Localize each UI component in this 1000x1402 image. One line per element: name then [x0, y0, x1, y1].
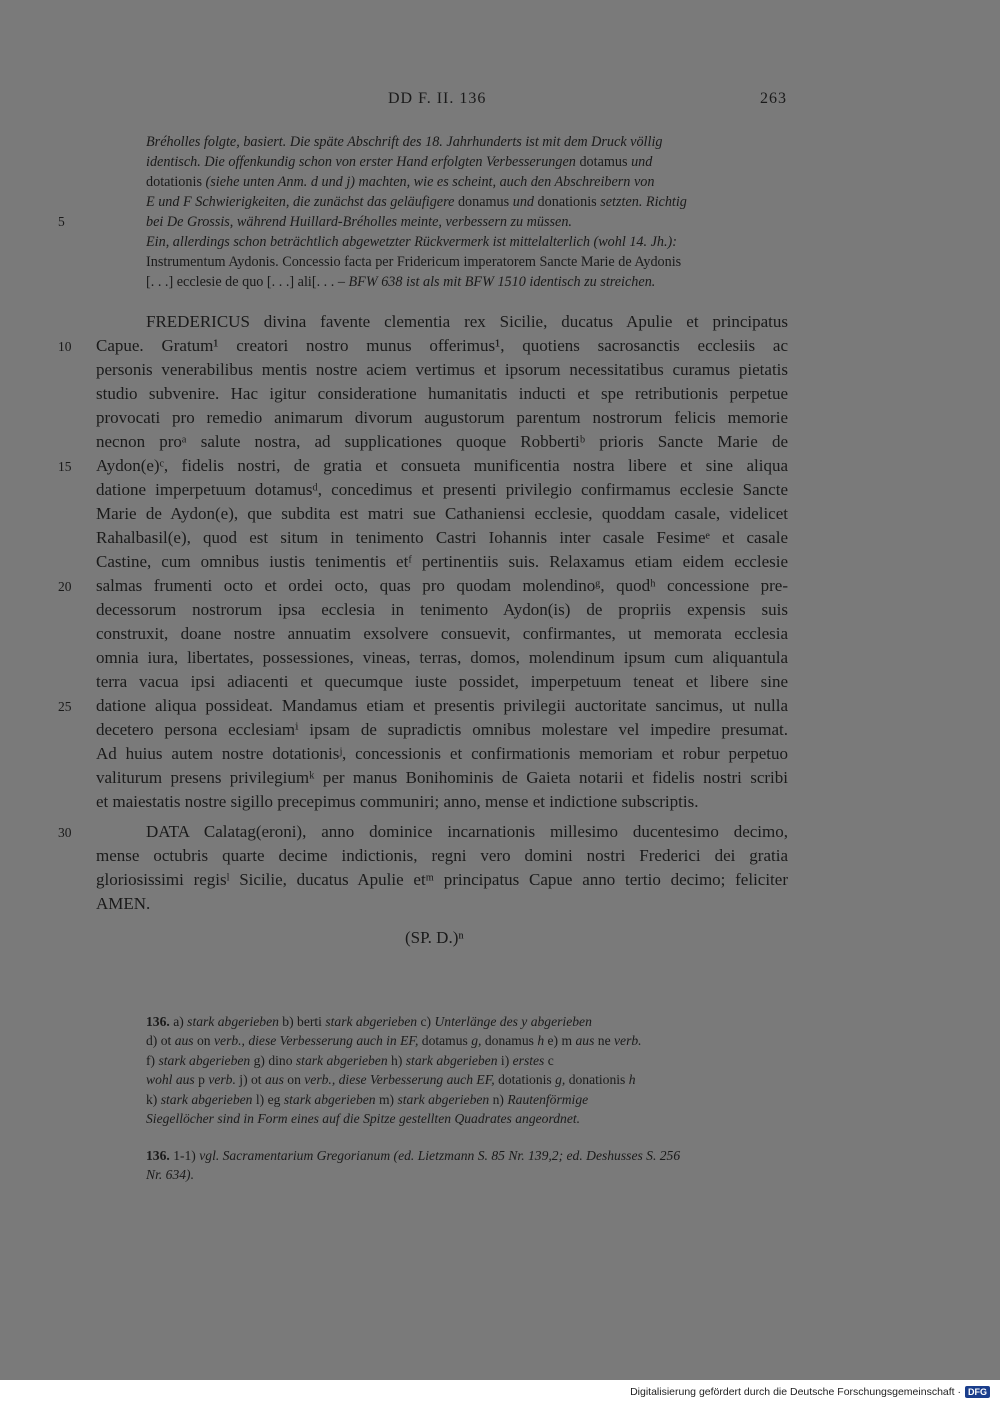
- text-run: a): [173, 1014, 188, 1029]
- text-run: ne: [597, 1033, 614, 1049]
- text-run: aus: [174, 1033, 197, 1049]
- text-run: und: [631, 154, 653, 170]
- text-line: necnon proᵃ salute nostra, ad supplicationes quoque Robbertiᵇ prioris Sancte Marie de: [96, 432, 788, 451]
- text-line: Marie de Aydon(e), que subdita est matri sue Cathaniensi ecclesie, quoddam casale, videlicet: [96, 504, 788, 523]
- text-line: Rahalbasil(e), quod est situm in tenimento Castri Iohannis inter casale Fesimeᵉ et casale: [96, 528, 788, 547]
- text-line: [146, 1165, 788, 1184]
- text-line: [146, 1090, 788, 1109]
- text-line: provocati pro remedio animarum divorum augustorum parentum nostrorum felicis memorie: [96, 408, 788, 427]
- text-run: donationis: [568, 1072, 629, 1088]
- text-run: b) berti: [278, 1014, 326, 1029]
- text-line: personis venerabilibus mentis nostre aciem vertimus et ipsorum necessitatibus curamus pietatis: [96, 360, 788, 379]
- text-run: setzten. Richtig: [600, 194, 687, 210]
- text-line: Aydon(e)ᶜ, fidelis nostri, de gratia et consueta munificentia nostra libere et sine aliqua: [96, 456, 788, 475]
- text-line: [146, 152, 788, 172]
- text-run: verb.: [614, 1033, 642, 1049]
- text-line: datione imperpetuum dotamusᵈ, concedimus et presenti privilegio confirmamus ecclesie Sancte: [96, 480, 788, 499]
- text-run: f): [146, 1052, 159, 1068]
- line-number: 20: [58, 579, 72, 594]
- line-number: 10: [58, 339, 72, 354]
- text-line: decetero persona ecclesiamⁱ ipsam de supradictis omnibus molestare vel impedire presumat.: [96, 720, 788, 739]
- line-number: 15: [58, 459, 72, 474]
- text-run: stark abgerieben: [405, 1052, 498, 1068]
- text-line: Castine, cum omnibus iustis tenimentis etᶠ pertinentiis suis. Relaxamus etiam eidem ecclesie: [96, 552, 788, 571]
- text-line: decessorum nostrorum ipsa ecclesia in tenimento Aydon(is) de propriis expensis suis: [96, 600, 788, 619]
- text-run: verb., diese Verbesserung auch in EF,: [214, 1033, 422, 1049]
- text-run: Unterlänge des y abgerieben: [434, 1014, 592, 1029]
- text-run: h: [628, 1072, 636, 1088]
- text-line: terra vacua ipsi adiacenti et quecumque iuste possidet, imperpetuum teneat et libere sine: [96, 672, 788, 691]
- footer-text: Digitalisierung gefördert durch die Deutsche Forschungsgemeinschaft ·: [630, 1386, 961, 1398]
- text-line: AMEN.: [96, 894, 151, 913]
- text-line: [146, 132, 788, 152]
- line-number: 5: [58, 214, 65, 229]
- dating-clause: [96, 820, 788, 916]
- text-line: mense octubris quarte decime indictionis, regni vero domini nostri Frederici dei gratia: [96, 846, 788, 865]
- text-run: dotationis: [498, 1072, 556, 1088]
- text-run: E und F Schwierigkeiten, die zunächst das geläufigere: [146, 194, 458, 210]
- text-run: j) ot: [235, 1072, 265, 1088]
- text-run: Ein, allerdings schon beträchtlich abgewetzter Rückvermerk ist mittelalterlich (wohl 14. Jh.):: [146, 234, 677, 250]
- text-run: c: [547, 1052, 554, 1068]
- text-run: m): [375, 1091, 398, 1107]
- text-run: dotationis: [146, 174, 206, 190]
- text-run: donationis: [537, 194, 601, 210]
- intro-paragraph: [146, 132, 788, 292]
- text-run: aus: [264, 1072, 288, 1088]
- text-run: Instrumentum Aydonis. Concessio facta per Fridericum imperatorem Sancte Marie de Aydonis: [146, 254, 682, 270]
- text-run: stark abgerieben: [295, 1052, 388, 1068]
- text-run: c): [417, 1014, 435, 1029]
- text-run: stark abgerieben: [160, 1091, 253, 1107]
- running-title: DD F. II. 136: [388, 90, 487, 107]
- source-notes: [146, 1146, 788, 1185]
- text-run: dotamus: [579, 154, 632, 170]
- text-run: p: [198, 1072, 209, 1088]
- text-line: [146, 272, 788, 292]
- text-run: g) dino: [250, 1052, 296, 1068]
- text-line: DATA Calatag(eroni), anno dominice incarnationis millesimo ducentesimo decimo,: [146, 822, 788, 841]
- text-run: erstes: [512, 1052, 548, 1068]
- text-run: g,: [555, 1072, 569, 1088]
- text-line: Capue. Gratum¹ creatori nostro munus offerimus¹, quotiens sacrosanctis ecclesiis ac: [96, 336, 788, 355]
- text-line: [146, 1012, 788, 1031]
- text-run: Bréholles folgte, basiert. Die späte Abschrift des 18. Jahrhunderts ist mit dem Druck völlig: [146, 134, 663, 150]
- footer: [630, 1386, 990, 1398]
- text-run: [. . .] ecclesie de quo [. . .] ali[. . . –: [146, 274, 349, 290]
- text-run: stark abgerieben: [187, 1014, 279, 1029]
- page-number: 263: [760, 90, 787, 107]
- text-run: (siehe unten Anm. d und j) machten, wie es scheint, auch den Abschreibern von: [205, 174, 655, 190]
- text-line: [146, 1070, 788, 1089]
- text-line: valiturum presens privilegiumᵏ per manus Bonihominis de Gaieta notarii et fidelis nostri scribi: [96, 768, 788, 787]
- text-line: [146, 172, 788, 192]
- critical-apparatus: [146, 1012, 788, 1128]
- text-line: [146, 252, 788, 272]
- text-run: on: [197, 1033, 214, 1049]
- text-line: [146, 1146, 788, 1165]
- text-run: verb., diese Verbesserung auch EF,: [304, 1072, 499, 1088]
- text-run: identisch. Die offenkundig schon von erster Hand erfolgten Verbesserungen: [146, 154, 580, 170]
- text-run: 136.: [146, 1014, 174, 1029]
- text-run: 136.: [146, 1148, 174, 1163]
- text-run: stark abgerieben: [397, 1091, 490, 1107]
- text-run: d) ot: [146, 1033, 175, 1049]
- charter-text: [96, 310, 788, 814]
- text-line: [146, 1109, 788, 1128]
- text-run: dotamus: [421, 1033, 472, 1049]
- text-run: BFW 638 ist als mit BFW 1510 identisch zu streichen.: [348, 274, 656, 290]
- text-run: und: [512, 194, 538, 210]
- text-run: h: [537, 1033, 545, 1049]
- text-run: Rautenförmige: [507, 1091, 589, 1107]
- text-line: studio subvenire. Hac igitur consideratione humanitatis inducti et spe retributionis perpetue: [96, 384, 788, 403]
- text-run: Siegellöcher sind in Form eines auf die Spitze gestellten Quadrates angeordnet.: [146, 1110, 581, 1126]
- text-line: [146, 1051, 788, 1070]
- text-line: omnia iura, libertates, possessiones, vineas, terras, domos, molendinum ipsum cum aliquantula: [96, 648, 788, 667]
- text-run: Nr. 634).: [146, 1167, 194, 1183]
- text-run: i): [497, 1052, 513, 1068]
- text-run: n): [489, 1091, 508, 1107]
- line-number: 25: [58, 699, 72, 714]
- text-run: vgl. Sacramentarium Gregorianum (ed. Lietzmann S. 85 Nr. 139,2; ed. Deshusses S. 256: [199, 1148, 681, 1163]
- line-number: 30: [58, 825, 72, 840]
- text-line: gloriosissimi regisˡ Sicilie, ducatus Apulie etᵐ principatus Capue anno tertio decimo; feliciter: [96, 870, 788, 889]
- dfg-logo: DFG: [965, 1386, 990, 1398]
- text-line: salmas frumenti octo et ordei octo, quas pro quodam molendinoᵍ, quodʰ concessione pre-: [96, 576, 788, 595]
- text-run: l) eg: [252, 1091, 284, 1107]
- text-run: donamus: [484, 1033, 538, 1049]
- seal-note: (SP. D.)ⁿ: [405, 928, 464, 947]
- text-line: construxit, doane nostre annuatim exsolvere consuevit, confirmantes, ut memorata ecclesia: [96, 624, 788, 643]
- text-run: k): [146, 1091, 161, 1107]
- text-run: h): [387, 1052, 406, 1068]
- text-run: stark abgerieben: [158, 1052, 251, 1068]
- text-run: g,: [471, 1033, 485, 1049]
- text-run: wohl aus: [146, 1072, 199, 1088]
- text-line: [146, 192, 788, 212]
- text-run: 1-1): [173, 1148, 200, 1163]
- text-run: stark abgerieben: [325, 1014, 418, 1029]
- text-line: datione aliqua possideat. Mandamus etiam et presentis privilegii auctoritate sancimus, ut nulla: [96, 696, 788, 715]
- text-line: [146, 1031, 788, 1050]
- text-run: aus: [575, 1033, 598, 1049]
- text-run: e) m: [544, 1033, 576, 1049]
- text-run: on: [287, 1072, 305, 1088]
- text-line: et maiestatis nostre sigillo precepimus communiri; anno, mense et indictione subscriptis.: [96, 792, 699, 811]
- text-run: bei De Grossis, während Huillard-Bréholles meinte, verbessern zu müssen.: [146, 214, 572, 230]
- text-run: verb.: [208, 1072, 236, 1088]
- text-run: stark abgerieben: [283, 1091, 376, 1107]
- text-run: donamus: [457, 194, 513, 210]
- text-line: [146, 212, 788, 232]
- text-line: FREDERICUS divina favente clementia rex Sicilie, ducatus Apulie et principatus: [146, 312, 788, 331]
- text-line: Ad huius autem nostre dotationisʲ, concessionis et confirmationis memoriam et robur perpetuo: [96, 744, 788, 763]
- text-line: [146, 232, 788, 252]
